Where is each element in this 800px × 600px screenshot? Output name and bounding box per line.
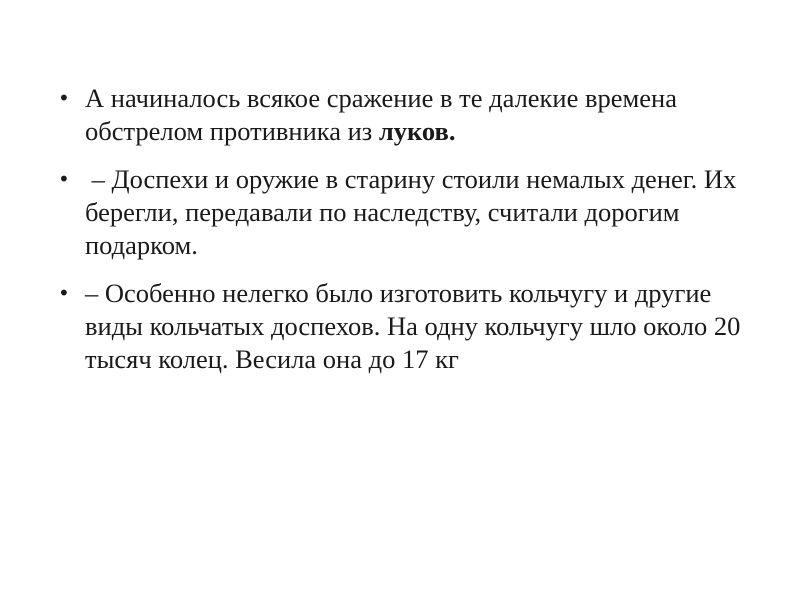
- bullet-item-3: [58, 277, 758, 376]
- bullet-item-2: [58, 163, 758, 262]
- bullet-text-1-bold: луков.: [378, 116, 456, 146]
- bullet-text-3: – Особенно нелегко было изготовить кольчугу и другие виды кольчатых доспехов. На одну кольчугу шло около 20 тысяч колец. Весила она до 17 кг: [85, 278, 741, 374]
- bullet-text-2: – Доспехи и оружие в старину стоили немалых денег. Их берегли, передавали по наследству, считали дорогим подарком.: [85, 164, 743, 260]
- bullet-marker: •: [58, 167, 70, 191]
- bullet-item-1: [58, 82, 758, 148]
- bullet-list: [58, 82, 758, 391]
- bullet-marker: •: [58, 86, 70, 110]
- bullet-marker: •: [58, 281, 70, 305]
- bullet-text-1: А начиналось всякое сражение в те далекие времена обстрелом противника из: [85, 83, 677, 146]
